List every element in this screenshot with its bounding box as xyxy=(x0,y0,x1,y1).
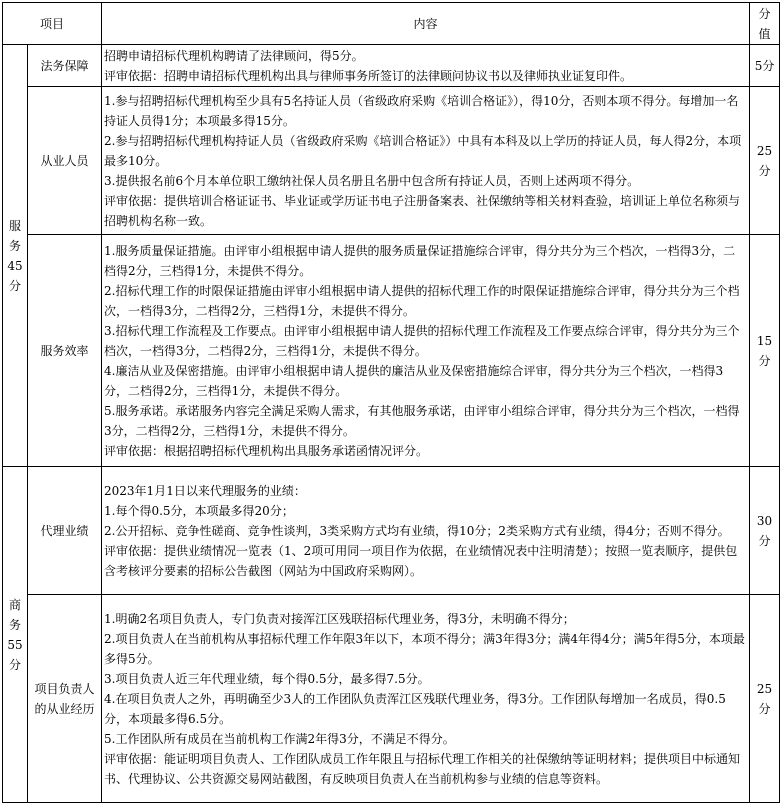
item-score: 25 分 xyxy=(750,87,780,235)
item-content xyxy=(102,595,750,803)
content-line: 评审依据：提供培训合格证证书、毕业证或学历证书电子注册备案表、社保缴纳等相关材料查验，培训证上单位名称须与招聘机构名称一致。 xyxy=(104,193,741,228)
content-line: 评审依据：根据招聘招标代理机构出具服务承诺函情况评分。 xyxy=(104,443,429,458)
item-score: 25 分 xyxy=(750,595,780,803)
content-line: 1.参与招聘招标代理机构至少具有5名持证人员（省级政府采购《培训合格证》），得10分，否则本项不得分。每增加一名持证人员得1分；本项最多得15分。 xyxy=(104,93,739,128)
content-line: 4.廉洁从业及保密措施。由评审小组根据申请人提供的廉洁从业及保密措施综合评审，得分共分为三个档次，一档得3分，二档得2分，三档得1分，未提供不得分。 xyxy=(104,363,724,398)
content-line: 2023年1月1日以来代理服务的业绩： xyxy=(104,483,306,498)
content-line: 2.参与招聘招标代理机构持证人员（省级政府采购《培训合格证》）中具有本科及以上学历的持证人员，每人得2分，本项最多10分。 xyxy=(104,133,742,168)
content-line: 2.公开招标、竞争性磋商、竞争性谈判，3类采购方式均有业绩，得10分；2类采购方式有业绩，得4分；否则不得分。 xyxy=(104,523,730,538)
item-content xyxy=(102,45,750,87)
content-line: 3.提供报名前6个月本单位职工缴纳社保人员名册且名册中包含所有持证人员，否则上述两项不得分。 xyxy=(104,173,640,188)
header-score: 分 值 xyxy=(750,3,780,45)
content-line: 1.明确2名项目负责人，专门负责对接浑江区残联招标代理业务，得3分，未明确不得分； xyxy=(104,611,575,626)
content-line: 4.在项目负责人之外，再明确至少3人的工作团队负责浑江区残联代理业务，得3分。工作团队每增加一名成员，得0.5分，本项最多得6.5分。 xyxy=(104,691,726,726)
item-content xyxy=(102,235,750,467)
content-line: 1.服务质量保证措施。由评审小组根据申请人提供的服务质量保证措施综合评审，得分共分为三个档次，一档得3分，二档得2分，三档得1分，未提供不得分。 xyxy=(104,243,736,278)
content-line: 2.招标代理工作的时限保证措施由评审小组根据申请人提供的招标代理工作的时限保证措施综合评审，得分共分为三个档次，一档得3分，二档得2分，三档得1分，未提供不得分。 xyxy=(104,283,740,318)
item-content xyxy=(102,87,750,235)
item-name: 从业人员 xyxy=(28,87,102,235)
header-content: 内容 xyxy=(102,3,750,45)
row-staff xyxy=(3,87,780,235)
item-score: 30 分 xyxy=(750,467,780,595)
content-line: 3.项目负责人近三年代理业绩，每个得0.5分，最多得7.5分。 xyxy=(104,671,430,686)
table-body xyxy=(3,45,780,803)
item-name: 服务效率 xyxy=(28,235,102,467)
item-name: 代理业绩 xyxy=(28,467,102,595)
category-business: 商 务 55 分 xyxy=(3,467,28,803)
category-service: 服 务 45 分 xyxy=(3,45,28,467)
content-line: 5.工作团队所有成员在当前机构工作满2年得3分，不满足不得分。 xyxy=(104,731,455,746)
content-line: 评审依据：能证明项目负责人、工作团队成员工作年限且与招标代理工作相关的社保缴纳等证明材料；提供项目中标通知书、代理协议、公共资源交易网站截图，有反映项目负责人在当前机构参与业绩的信息等资料。 xyxy=(104,751,741,786)
content-line: 5.服务承诺。承诺服务内容完全满足采购人需求，有其他服务承诺，由评审小组综合评审，得分共分为三个档次，一档得3分，二档得2分，三档得1分，未提供不得分。 xyxy=(104,403,740,438)
content-line: 2.项目负责人在当前机构从事招标代理工作年限3年以下，本项不得分；满3年得3分；满4年得4分；满5年得5分，本项最多得5分。 xyxy=(104,631,745,666)
header-item: 项目 xyxy=(3,3,102,45)
item-name: 法务保障 xyxy=(28,45,102,87)
content-line: 3.招标代理工作流程及工作要点。由评审小组根据申请人提供的招标代理工作流程及工作要点综合评审，得分共分为三个档次，一档得3分，二档得2分，三档得1分，未提供不得分。 xyxy=(104,323,740,358)
row-service-efficiency xyxy=(3,235,780,467)
item-score: 5分 xyxy=(750,45,780,87)
row-legal-support xyxy=(3,45,780,87)
content-line: 评审依据：招聘申请招标代理机构出具与律师事务所签订的法律顾问协议书以及律师执业证复印件。 xyxy=(104,68,633,83)
item-content xyxy=(102,467,750,595)
header-row xyxy=(3,3,780,45)
item-score: 15 分 xyxy=(750,235,780,467)
content-line: 招聘申请招标代理机构聘请了法律顾问，得5分。 xyxy=(104,48,364,63)
row-agency-performance xyxy=(3,467,780,595)
scoring-table xyxy=(2,2,780,803)
row-project-leader-experience xyxy=(3,595,780,803)
content-line: 评审依据：提供业绩情况一览表（1、2项可用同一项目作为依据，在业绩情况表中注明清楚）；按照一览表顺序，提供包含考核评分要素的招标公告截图（网站为中国政府采购网）。 xyxy=(104,543,738,578)
content-line: 1.每个得0.5分，本项最多得20分； xyxy=(104,503,294,518)
item-name: 项目负责人的从业经历 xyxy=(28,595,102,803)
